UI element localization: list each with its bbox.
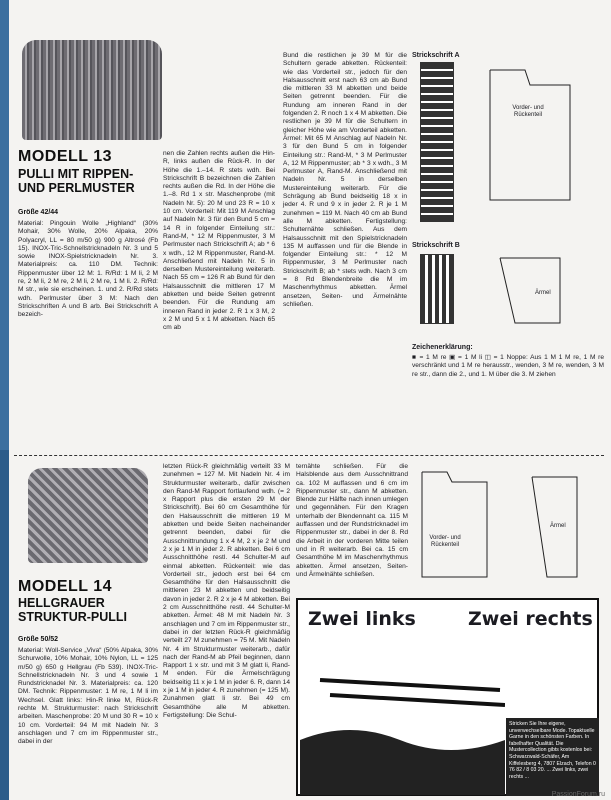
sweater-photo-13: [22, 40, 162, 140]
model13-size: Größe 42/44: [18, 209, 59, 216]
model13-col2: [163, 150, 275, 333]
text-block: ■ = 1 M re ▣ = 1 M li ◫ = 1 Noppe: Aus 1 M 1 M re, 1 M re verschränkt und 1 M re herausstr., wenden, 3 M re, wenden, 3 M re str., dann die 2., und 1. M über die 3. M ziehen: [412, 354, 604, 378]
sleeve-schematic-13: [470, 248, 590, 333]
pattern-schematic-14: [412, 462, 602, 592]
legend-title: Zeichenerklärung:: [412, 344, 473, 351]
schematic-label-13: Vorder- und Rückenteil: [512, 105, 544, 118]
legend-text: [412, 354, 604, 379]
model13-col3: [283, 52, 407, 309]
ad-title-right: Zwei rechts: [468, 608, 593, 630]
ad-title-left: Zwei links: [308, 608, 416, 630]
strickschrift-a-label: Strickschrift A: [412, 52, 460, 59]
page-edge-bar-lower: [0, 450, 9, 800]
text-block: Bund die restlichen je 39 M für die Schultern gerade abketten. Rückenteil: wie das Vorderteil str., jedoch für den Halsausschnitt erst nach 63 cm ab Bund die mittleren 33 M abketten und beide Seiten getrennt beenden. Für die Rundung am inneren Rand in der folgenden 2. R noch 1 x 4 M abketten. Die restlichen je 39 M für die Schultern in gleicher Höhe wie am Vorderteil abketten. Ärmel: Mit 65 M Anschlag auf Nadeln Nr. 3 für den Bund 5 cm in folgender Einteilung str.: Rand-M, * 3 M Perlmuster A, 12 M Rippenmuster; ab * 3 x wdh., 3 M Perlmuster A, Rand-M. Anschließend mit Nadeln Nr. 5 in derselben Mustereinteilung weiterarb. Für die Schrägung ab Bund beidseitig 18 x in jeder 4. R und 9 x in jeder 2. R je 1 M zunehmen = 119 M. Nach 40 cm ab Bund alle M abketten. Fertigstellung: Schulternähte schließen. Aus dem Halsausschnitt mit den Spielstricknadeln 135 M auffassen und für die Blende in folgender Einteilung str.: * 12 M Rippenmuster, 3 M Perlmuster nach Strickschrift B; ab * stets wdh. Nach 3 cm = 8 Rd Blendenbreite die M im Maschenrhythmus abketten. Ärmel ansetzen, Seiten- und Ärmelnähte schließen.: [283, 52, 407, 308]
sleeve-label-14: Ärmel: [550, 523, 566, 529]
section-divider: [14, 455, 604, 456]
model13-col1: [18, 220, 158, 320]
text-block: letzten Rück-R gleichmäßig verteilt 33 M zunehmen = 127 M. Mit Nadeln Nr. 4 im Strukturmuster weiterarb., dafür zwischen den Rand-M Rapport fortlaufend wdh. (= 2 x Rapport plus die ersten 29 M der Strickschrift). Bei 60 cm Gesamthöhe für den Halsausschnitt die mittleren 19 M abketten und beide Seiten nacheinander getrennt beenden, dabei für die Ausschnittrundung 1 x 4 M, 2 x je 2 M und 2 x je 1 M in jeder 2. R abketten. Bei 6 cm Ausschnitthöhe restl. 44 Schulter-M auf einmal abketten. Rückenteil: wie das Vorderteil str., jedoch erst bei 64 cm Gesamthöhe für den Halsausschnitt die mittleren 23 M abketten und beidseitig davon in jeder 2. R 2 x je 4 M abketten. Bei 2 cm Ausschnitthöhe restl. 44 Schulter-M abketten. Ärmel: 48 M mit Nadeln Nr. 3 anschlagen und 7 cm im Rippenmuster str., dabei in der letzten Rück-R gleichmäßig verteilt 27 M zunehmen = 75 M. Mit Nadeln Nr. 4 im Strukturmuster weiterarb., dafür nach der Rand-M ab Pfeil beginnen, dann Rapport 1 x str. und mit 3 M glatt li, Rand-M enden. Für die Ärmelschrägung beidseitig 11 x je 1 M in jeder 6. R, dann 14 x je 1 M in jeder 4. R zunehmen (= 125 M). Zunahmen glatt li str. Bei 49 cm Gesamthöhe alle M abketten. Fertigstellung: Die Schul-: [163, 463, 290, 719]
strickschrift-a-grid: [420, 62, 454, 222]
model14-heading: MODELL 14: [18, 578, 112, 595]
text-block: Material: Pingouin Wolle „Highland“ (30% Mohair, 30% Wolle, 20% Alpaka, 20% Polyacryl, LL = 80 m/50 g) 900 g Altrosé (Fb 15). INOX-Tric-Schnellstricknadeln Nr. 3 und 5 sowie INOX-Spielstricknadeln Nr. 3. Materialpreis: ca. 110 DM. Technik: Rippenmuster über 12 M: 1. R/Rd: 1 M li, 2 M re, 2 M li, 2 M re, 2 M li, 2 M re, 1 M li. 2. R/Rd: M str., wie sie erscheinen. 1. und 2. R/Rd stets wdh. Perlmuster über 3 M: Nach den Strickschriften A und B arb. Bei Strickschrift A bezeich-: [18, 220, 158, 319]
watermark: PassionForum.ru: [551, 791, 605, 798]
model13-heading: MODELL 13: [18, 148, 112, 165]
sleeve-label-13: Ärmel: [535, 290, 551, 296]
advertisement: [296, 598, 599, 796]
text-block: nen die Zahlen rechts außen die Hin-R, links außen die Rück-R. In der Höhe die 1.–14. R stets wdh. Bei Strickschrift B bezeichnen die Zahlen rechts außen die Rd. In der Höhe die 1.–8. Rd 1 x str. Maschenprobe (mit Nadeln Nr. 5): 20 M und 23 R = 10 x 10 cm. Vorderteil: Mit 119 M Anschlag auf Nadeln Nr. 3 für den Bund 5 cm = 14 R in folgender Einteilung str.: Rand-M, * 12 M Rippenmuster, 3 M Perlmuster nach Strickschrift A; ab * 6 x wdh., 12 M Rippenmuster, Rand-M. Anschließend mit Nadeln Nr. 5 in derselben Mustereinteilung weiterarb. Nach 55 cm = 126 R ab Bund für den Halsausschnitt die mittleren 17 M abketten und beide Seiten getrennt beenden. Für die Rundung am inneren Rand in jeder 2. R 1 x 3 M, 2 x 2 M und 5 x 1 M abketten. Nach 65 cm ab: [163, 150, 275, 332]
model14-col2: [163, 463, 290, 720]
strickschrift-b-label: Strickschrift B: [412, 242, 460, 249]
text-block: ternähte schließen. Für die Halsblende aus dem Ausschnittrand ca. 102 M auffassen und 6 cm im Rippenmuster str., dann M abketten. Blende zur Hälfte nach innen umlegen und gegennähen. Für den Kragen unterhalb der Blendennaht ca. 115 M auffassen und der Rundstricknadel im Rippenmuster str., dabei in der 8. Rd die Arbeit in der vorderen Mitte teilen und in R weiterarb. Bei ca. 15 cm Gesamthöhe M im Maschenrhythmus abketten. Ärmel ansetzen, Seiten- und Ärmelnähte schließen.: [296, 463, 408, 578]
ad-textbox: Stricken Sie Ihre eigene, unverwechselbare Mode. Topaktuelle Garne in den schönsten Farben. In fabelhafter Qualität. Die Mustercollection gibts kostenlos bei: Schwarzwald-Schäfer, Am Kiffelesberg 4, 7807 Elzach, Telefon 0 76 82 / 8 03 20. ... Zwei links, zwei rechts ...: [506, 718, 599, 796]
model14-col1: [18, 647, 158, 747]
strickschrift-b-grid: [420, 254, 454, 324]
text-block: Material: Woll-Service „Viva“ (50% Alpaka, 30% Schurwolle, 10% Mohair, 10% Nylon, LL = 125 m/50 g) 650 g Hellgrau (Fb 539). INOX-Tric-Schnellstricknadeln Nr. 3 und 4 sowie 1 Rundstricknadel Nr. 3. Materialpreis: ca. 120 DM. Technik: Rippenmuster: 1 M re, 1 M li im Wechsel. Glatt links: Hin-R linke M, Rück-R rechte M. Strukturmuster: nach Strickschrift arbeiten. Maschenprobe: 20 M und 30 R = 10 x 10 cm. Vorderteil: 94 M mit Nadeln Nr. 3 anschlagen und 7 cm im Rippenmuster str., dabei in der: [18, 647, 158, 746]
model14-size: Größe 50/52: [18, 636, 59, 643]
sweater-photo-14: [28, 468, 148, 563]
pattern-schematic-13: [470, 60, 590, 210]
schematic-label-14: Vorder- und Rückenteil: [429, 535, 461, 548]
model14-subtitle: HELLGRAUER STRUKTUR-PULLI: [18, 596, 128, 624]
model14-col3: [296, 463, 408, 579]
model13-subtitle: PULLI MIT RIPPEN- UND PERLMUSTER: [18, 167, 135, 195]
knitting-illustration: [300, 650, 505, 795]
